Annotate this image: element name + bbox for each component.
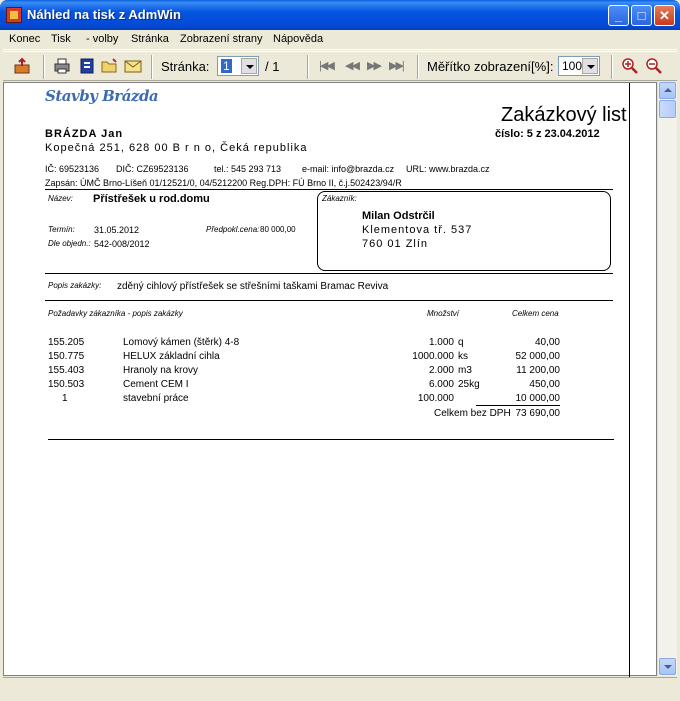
last-page-icon[interactable]: ▶▶| (389, 60, 403, 72)
document-number: číslo: 5 z 23.04.2012 (495, 128, 600, 140)
divider (45, 300, 613, 301)
firm-registration: Zapsán: ÚMČ Brno-Líšeň 01/12521/0, 04/5212200 Reg.DPH: FÚ Brno II, č.j.502423/94/R (45, 178, 402, 188)
toolbar-separator (43, 55, 45, 79)
item-qty: 6.000 (428, 379, 454, 390)
zoom-select-value: 100 (562, 59, 583, 73)
menu-bar (3, 30, 677, 50)
firm-phone: tel.: 545 293 713 (214, 164, 282, 174)
firm-address: Kopečná 251, 628 00 B r n o, Čeká republika (45, 142, 308, 154)
menu-tisk[interactable]: Tisk (51, 33, 71, 45)
minimize-button[interactable]: _ (608, 5, 629, 26)
menu-zobrazeni-strany[interactable]: Zobrazení strany (180, 33, 263, 45)
order-value: 542-008/2012 (94, 239, 150, 249)
order-label: Dle objedn.: (48, 239, 91, 248)
zoom-in-icon[interactable] (621, 57, 641, 75)
item-qty: 1.000 (428, 337, 454, 348)
item-name: Hranoly na krovy (123, 365, 199, 376)
divider (45, 189, 613, 190)
item-unit: m3 (458, 365, 472, 376)
zoom-select[interactable] (558, 56, 600, 76)
name-value: Přístřešek u rod.domu (93, 193, 210, 205)
item-code: 155.403 (48, 365, 85, 376)
quantity-header: Množství (427, 309, 460, 318)
item-name: HELUX základní cihla (123, 351, 220, 362)
zoom-label: Měřítko zobrazení[%]: (427, 59, 554, 74)
divider (45, 273, 613, 274)
page-label: Stránka: (161, 59, 210, 74)
item-unit: 25kg (458, 379, 480, 390)
first-page-icon[interactable]: |◀◀ (319, 60, 333, 72)
open-folder-icon[interactable] (101, 57, 121, 75)
item-total: 40,00 (534, 337, 560, 348)
item-name: Lomový kámen (štěrk) 4-8 (123, 337, 240, 348)
firm-url: URL: www.brazda.cz (406, 164, 490, 174)
item-name: Cement CEM I (123, 379, 189, 390)
toolbar-separator (307, 55, 309, 79)
description-value: zděný cihlový přístřešek se střešními taškami Bramac Reviva (117, 281, 389, 292)
term-value: 31.05.2012 (94, 225, 140, 235)
term-label: Termín: (48, 225, 75, 234)
total-header: Celkem cena (512, 309, 559, 318)
maximize-button[interactable]: □ (631, 5, 652, 26)
item-unit: q (458, 337, 464, 348)
customer-street: Klementova tř. 537 (362, 224, 473, 236)
price-value: 80 000,00 (260, 225, 296, 234)
email-icon[interactable] (124, 57, 144, 75)
print-preview-page[interactable] (3, 82, 657, 676)
window-title: Náhled na tisk z AdmWin (27, 7, 181, 22)
item-total: 10 000,00 (515, 393, 560, 404)
vertical-scrollbar[interactable] (657, 82, 677, 676)
status-bar (3, 677, 677, 698)
firm-dic: DIČ: CZ69523136 (116, 164, 189, 174)
exit-icon[interactable] (13, 57, 33, 75)
sum-divider (476, 405, 560, 406)
sum-value: 73 690,00 (515, 408, 560, 419)
item-qty: 1000.000 (412, 351, 454, 362)
menu-napoveda[interactable]: Nápověda (273, 33, 324, 45)
customer-label: Zákazník: (322, 194, 357, 203)
page-edge (629, 83, 630, 677)
document-title: Zakázkový list (501, 104, 627, 126)
toolbar-separator (611, 55, 613, 79)
customer-name: Milan Odstrčil (362, 210, 435, 222)
customer-city: 760 01 Zlín (362, 238, 429, 250)
scroll-up-button[interactable] (659, 82, 676, 99)
item-unit: ks (458, 351, 468, 362)
items-header: Požadavky zákazníka - popis zakázky (48, 309, 183, 318)
item-code: 150.503 (48, 379, 85, 390)
item-code: 155.205 (48, 337, 85, 348)
print-icon[interactable] (53, 57, 73, 75)
menu-volby[interactable]: - volby (86, 33, 119, 45)
firm-name: BRÁZDA Jan (45, 128, 124, 140)
toolbar (3, 51, 677, 81)
page-select[interactable] (217, 56, 259, 76)
zoom-out-icon[interactable] (645, 57, 665, 75)
menu-konec[interactable]: Konec (9, 33, 41, 45)
page-select-value: 1 (223, 59, 230, 73)
name-label: Název: (48, 194, 73, 203)
item-total: 52 000,00 (515, 351, 560, 362)
toolbar-separator (151, 55, 153, 79)
next-page-icon[interactable]: ▶▶ (367, 60, 380, 72)
divider (48, 439, 614, 440)
description-label: Popis zakázky: (48, 281, 102, 290)
close-button[interactable]: ✕ (654, 5, 675, 26)
firm-ic: IČ: 69523136 (45, 164, 100, 174)
toolbar-separator (417, 55, 419, 79)
chevron-down-icon[interactable] (241, 58, 257, 74)
item-qty: 2.000 (428, 365, 454, 376)
menu-stranka[interactable]: Stránka (131, 33, 169, 45)
title-bar[interactable] (0, 0, 680, 30)
app-icon (6, 7, 22, 23)
item-code: 1 (62, 393, 68, 404)
company-logo: Stavby Brázda (45, 87, 159, 105)
previous-page-icon[interactable]: ◀◀ (345, 60, 358, 72)
item-name: stavební práce (123, 393, 189, 404)
firm-email: e-mail: info@brazda.cz (302, 164, 395, 174)
chevron-down-icon[interactable] (582, 58, 598, 74)
item-code: 150.775 (48, 351, 85, 362)
scroll-down-button[interactable] (659, 658, 676, 675)
print-settings-icon[interactable] (78, 57, 98, 75)
item-total: 450,00 (529, 379, 560, 390)
sum-label: Celkem bez DPH (434, 408, 511, 419)
price-label: Předpokl.cena: (206, 225, 260, 234)
item-total: 11 200,00 (516, 365, 560, 376)
item-qty: 100.000 (417, 393, 454, 404)
page-total: / 1 (265, 59, 280, 74)
scroll-thumb[interactable] (659, 100, 676, 118)
